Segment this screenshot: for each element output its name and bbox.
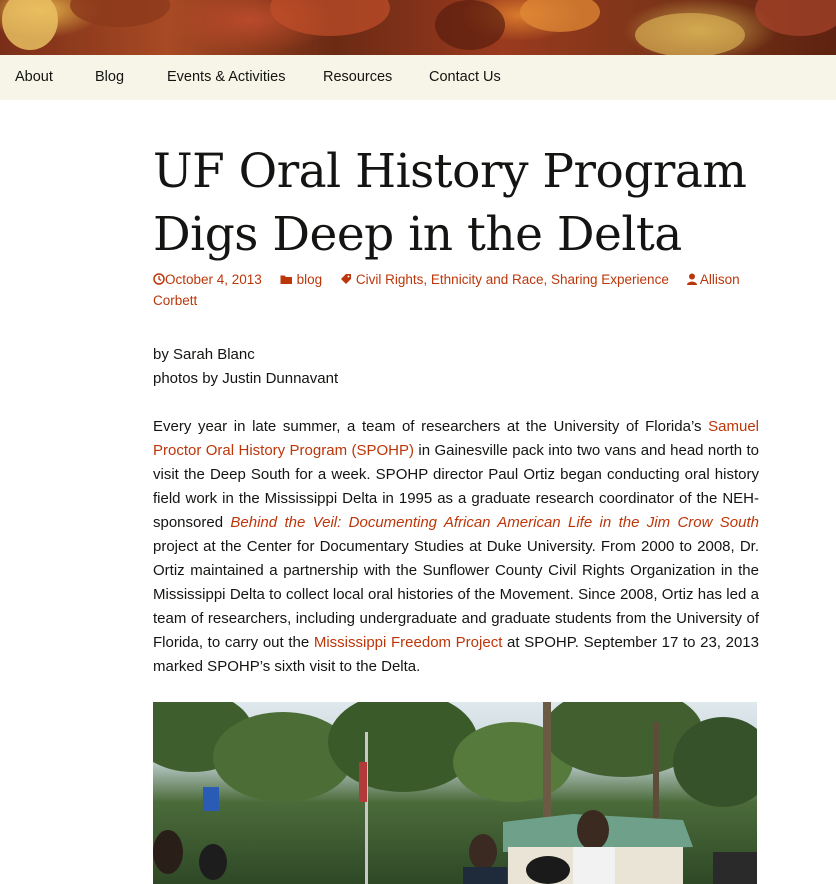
user-icon [687,273,697,285]
body-text-2: in Gainesville pack into two vans and head north to visit the Deep South for a week. SPOHP director Paul Ortiz began conducting oral history field work in the Mississippi Delta in 1995 as a graduate research coordinator of the NEH-sponsored [153,442,760,531]
clock-icon [153,273,165,285]
post-photo [153,702,757,884]
post-category: blog [296,272,323,287]
body-text-4: at SPOHP. September 17 to 23, 2013 marked SPOHP’s sixth visit to the Delta. [153,634,759,675]
post-category-link[interactable] [280,272,322,287]
tag-ethnicity-and-race[interactable]: Ethnicity and Race [430,272,544,287]
tag-civil-rights[interactable]: Civil Rights [355,272,424,287]
nav-item-blog[interactable]: Blog [95,69,125,85]
byline-photographer: photos by Justin Dunnavant [153,370,339,387]
post-date: October 4, 2013 [165,272,262,287]
nav-item-about[interactable]: About [15,69,53,85]
post-title: UF Oral History Program Digs Deep in the Delta [153,144,747,262]
behind-the-veil-link[interactable] [230,514,759,531]
photo-scene [153,702,757,884]
behind-the-veil-title: Behind the Veil: Documenting African American Life in the Jim Crow South [230,514,759,531]
post-date-link[interactable] [153,272,262,287]
nav-item-contact-us[interactable]: Contact Us [429,69,501,85]
post-body-paragraph [153,415,759,679]
post-byline [153,343,763,391]
spohp-link[interactable]: Samuel Proctor Oral History Program (SPOHP) [153,418,759,459]
byline-author: by Sarah Blanc [153,346,255,363]
folder-icon [280,274,293,285]
nav-item-resources[interactable]: Resources [323,69,393,85]
body-text-1: Every year in late summer, a team of researchers at the University of Florida’s [153,418,709,435]
tag-icon [340,273,352,285]
header-banner-image [0,0,836,55]
nav-item-events-activities[interactable]: Events & Activities [167,69,286,85]
tag-sharing-experience[interactable]: Sharing Experience [551,272,669,287]
post-meta: October 4, 2013 blog Civil Rights, Ethnicity and Race, Sharing Experience Allison Corbett [153,272,740,308]
mississippi-freedom-project-link[interactable]: Mississippi Freedom Project [313,634,503,651]
body-text-3: project at the Center for Documentary Studies at Duke University. From 2000 to 2008, Dr. Ortiz maintained a partnership with the Sunflower County Civil Rights Organization in the Mississippi Delta to collect local oral histories of the Movement. Since 2008, Ortiz has led a team of researchers, including undergraduate and graduate students from the University of Florida, to carry out the [153,538,759,651]
banner-decoration [0,0,836,55]
post-author: Allison Corbett [153,272,740,308]
main-navigation [0,55,836,100]
